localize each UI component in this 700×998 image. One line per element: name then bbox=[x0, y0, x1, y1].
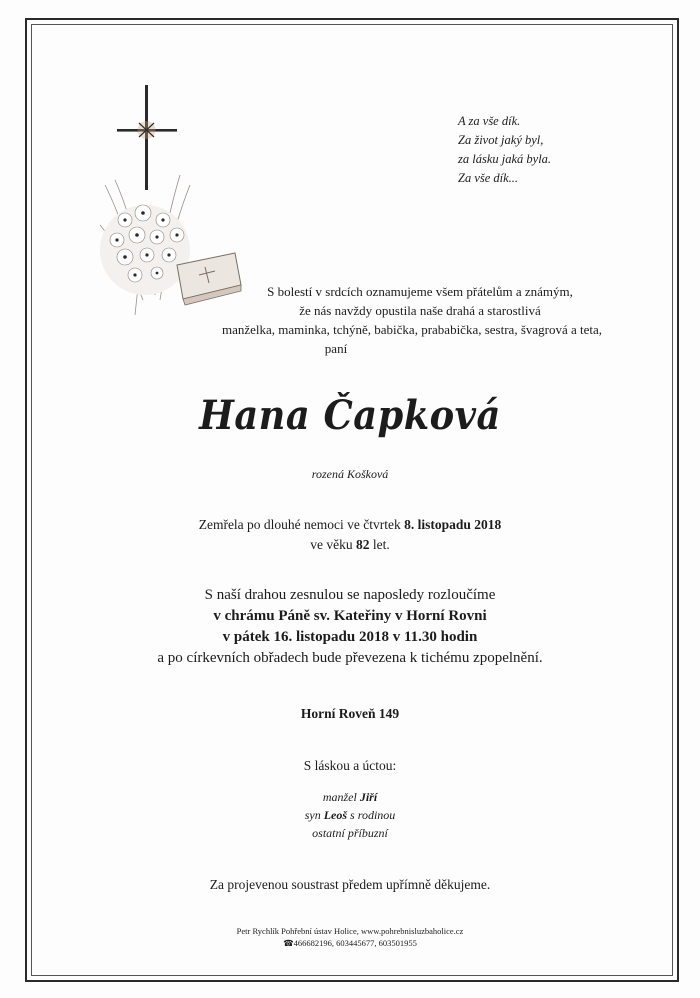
death-date: 8. listopadu 2018 bbox=[404, 517, 502, 532]
death-line bbox=[0, 517, 700, 533]
husband-label: manžel bbox=[322, 790, 360, 804]
poem-line: A za vše dík. bbox=[458, 114, 521, 128]
family-son bbox=[0, 808, 700, 823]
thanks: Za projevenou soustrast předem upřímně děkujeme. bbox=[209, 877, 491, 892]
phone-numbers: 466682196, 603445677, 603501955 bbox=[293, 938, 417, 948]
flowers-icon bbox=[100, 205, 190, 295]
intro-line: S bolestí v srdcích oznamujeme všem přátelům a známým, bbox=[267, 284, 573, 299]
phone-icon: ☎ bbox=[283, 938, 294, 948]
death-prefix: Zemřela po dlouhé nemoci ve čtvrtek bbox=[198, 517, 405, 532]
maiden-name: rozená Košková bbox=[311, 467, 389, 481]
farewell-place: v chrámu Páně sv. Kateřiny v Horní Rovni bbox=[213, 608, 487, 624]
family-others: ostatní příbuzní bbox=[312, 826, 388, 840]
farewell-line: S naší drahou zesnulou se naposledy rozloučíme bbox=[204, 587, 496, 603]
poem bbox=[458, 112, 551, 188]
poem-line: Za vše dík... bbox=[458, 171, 519, 185]
age-value: 82 bbox=[355, 537, 370, 552]
poem-line: za lásku jaká byla. bbox=[458, 152, 552, 166]
farewell-line: a po církevních obřadech bude převezena k tichému zpopelnění. bbox=[157, 650, 543, 666]
age-prefix: ve věku bbox=[310, 537, 356, 552]
family-husband bbox=[0, 790, 700, 805]
footer-company: Petr Rychlík Pohřební ústav Holice, www.pohrebnisluzbaholice.cz bbox=[236, 926, 464, 936]
cross-icon bbox=[117, 85, 177, 190]
son-label: syn bbox=[304, 808, 324, 822]
son-name: Leoš bbox=[323, 808, 348, 822]
son-suffix: s rodinou bbox=[347, 808, 396, 822]
footer-phones bbox=[0, 938, 700, 949]
age-suffix: let. bbox=[369, 537, 390, 552]
address: Horní Roveň 149 bbox=[300, 706, 400, 721]
age-line bbox=[0, 537, 700, 553]
poem-line: Za život jaký byl, bbox=[458, 133, 544, 147]
intro-line: že nás navždy opustila naše drahá a starostlivá bbox=[299, 303, 541, 318]
regards: S láskou a úctou: bbox=[303, 758, 397, 773]
husband-name: Jiří bbox=[359, 790, 378, 804]
intro-line: manželka, maminka, tchýně, babička, prababička, sestra, švagrová a teta, bbox=[221, 322, 603, 337]
deceased-name: Hana Čapková bbox=[199, 392, 501, 439]
intro-line: paní bbox=[324, 341, 348, 356]
farewell-time: v pátek 16. listopadu 2018 v 11.30 hodin bbox=[222, 629, 478, 645]
